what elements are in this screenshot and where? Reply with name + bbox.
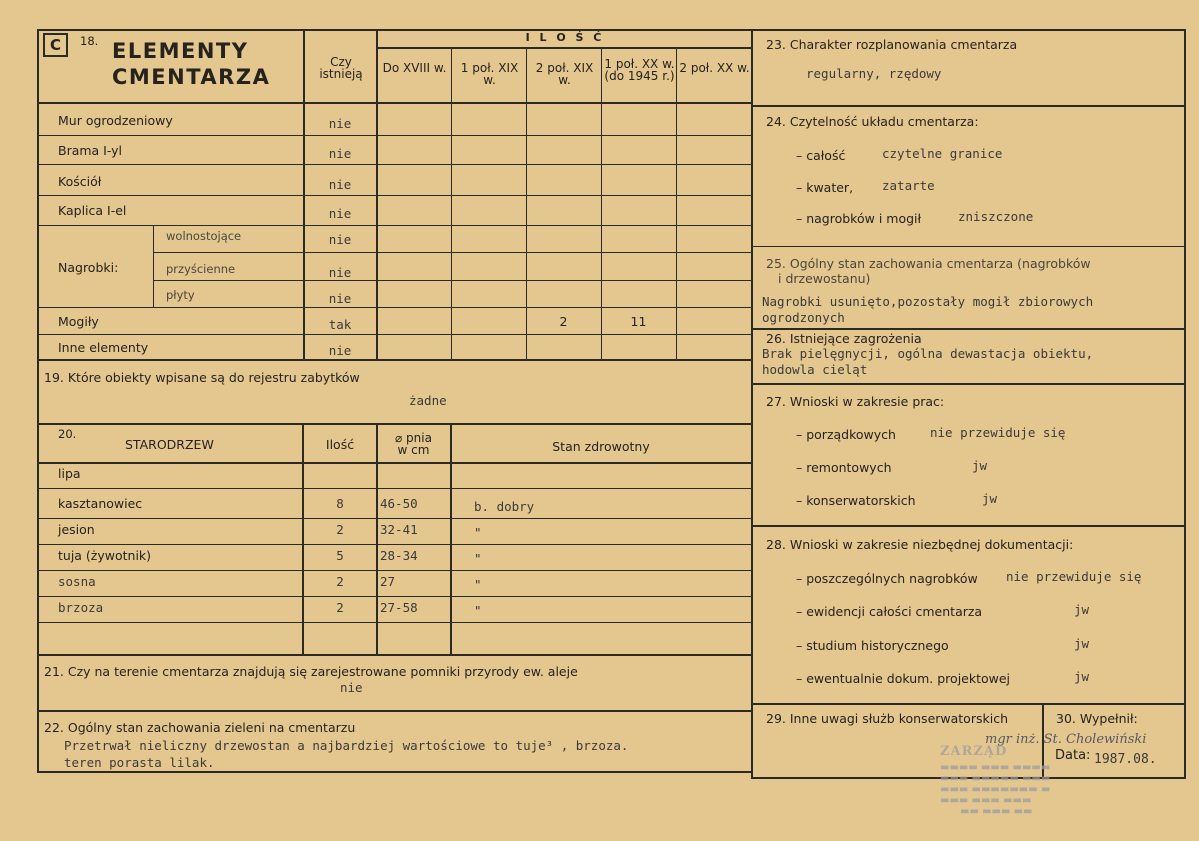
s20-col-health: Stan zdrowotny bbox=[552, 439, 650, 454]
element-count: 11 bbox=[630, 314, 647, 329]
official-stamp: ZARZĄD ▬▬▬▬ ▬▬▬ ▬▬▬▬ ▬▬▬ ▬▬▬▬▬ ▬▬▬ ▬▬▬ ▬▬▬▬▬▬▬ ▬ ▬▬▬ ▬▬▬ ▬▬▬ ▬▬ ▬▬▬ ▬▬ bbox=[940, 744, 1051, 817]
tree-diameter: 27 bbox=[380, 574, 396, 589]
rule bbox=[303, 29, 305, 359]
s20-col-diameter bbox=[377, 432, 450, 456]
rule bbox=[1184, 29, 1186, 779]
section-letter-box bbox=[43, 33, 68, 57]
s28-item-label: – studium historycznego bbox=[796, 638, 949, 653]
tree-name: tuja (żywotnik) bbox=[58, 548, 152, 563]
s28-item-label: – ewentualnie dokum. projektowej bbox=[796, 671, 1011, 686]
s24-item-label: – kwater, bbox=[796, 180, 854, 195]
rule bbox=[751, 105, 1186, 107]
s28-item-value: jw bbox=[1074, 602, 1090, 617]
tree-diameter: 32-41 bbox=[380, 522, 418, 537]
s21-label: 21. Czy na terenie cmentarza znajdują się zarejestrowane pomniki przyrody ew. aleje bbox=[44, 664, 578, 679]
signature: mgr inż. St. Cholewiński bbox=[985, 732, 1147, 747]
tree-name: kasztanowiec bbox=[58, 496, 143, 511]
rule bbox=[751, 29, 753, 779]
tree-name: sosna bbox=[58, 574, 96, 589]
tree-diameter: 27-58 bbox=[380, 600, 418, 615]
tree-count: 5 bbox=[336, 548, 344, 563]
s30-date-label: Data: bbox=[1055, 748, 1091, 763]
s19-label: 19. Które obiekty wpisane są do rejestru zabytków bbox=[44, 370, 360, 385]
rule bbox=[37, 462, 751, 464]
rule bbox=[37, 225, 751, 226]
s25-label-line1: 25. Ogólny stan zachowania cmentarza (nagrobków bbox=[766, 256, 1091, 271]
s23-label: 23. Charakter rozplanowania cmentarza bbox=[766, 37, 1018, 52]
s20-number: 20. bbox=[58, 427, 77, 441]
s19-value: żadne bbox=[409, 393, 447, 408]
element-exists: nie bbox=[328, 291, 352, 306]
s24-item-value: czytelne granice bbox=[882, 146, 1003, 161]
s30-date-value: 1987.08. bbox=[1094, 752, 1157, 767]
s24-label: 24. Czytelność układu cmentarza: bbox=[766, 114, 979, 129]
section-number: 18. bbox=[80, 34, 99, 48]
s27-item-label: – porządkowych bbox=[796, 427, 896, 442]
section-letter: C bbox=[49, 36, 61, 54]
tree-count: 8 bbox=[336, 496, 344, 511]
tree-count: 2 bbox=[336, 574, 344, 589]
s27-item-value: jw bbox=[972, 458, 988, 473]
s24-item-value: zatarte bbox=[882, 178, 935, 193]
rule bbox=[751, 383, 1186, 385]
rule bbox=[37, 544, 751, 545]
s23-value: regularny, rzędowy bbox=[806, 66, 942, 81]
section-title-line1: ELEMENTY bbox=[112, 39, 249, 63]
s22-label: 22. Ogólny stan zachowania zieleni na cmentarzu bbox=[44, 720, 356, 735]
rule bbox=[37, 654, 751, 656]
s25-label-line2: i drzewostanu) bbox=[778, 271, 871, 286]
rule bbox=[37, 359, 751, 361]
s28-item-value: nie przewiduje się bbox=[1006, 569, 1142, 584]
element-label: Mur ogrodzeniowy bbox=[58, 113, 173, 128]
period-header: 1 poł. XIX w. bbox=[460, 61, 519, 87]
s20-col-diameter-line2: w cm bbox=[397, 443, 430, 457]
element-exists: nie bbox=[328, 116, 352, 131]
tree-health: " bbox=[474, 603, 482, 618]
s25-value-line2: ogrodzonych bbox=[762, 310, 845, 325]
s20-col-diameter-line1: ⌀ pnia bbox=[395, 431, 432, 445]
rule bbox=[37, 570, 751, 571]
s26-label: 26. Istniejące zagrożenia bbox=[766, 331, 922, 346]
rule bbox=[37, 195, 751, 196]
s24-item-label: – nagrobków i mogił bbox=[796, 211, 922, 226]
s27-item-label: – konserwatorskich bbox=[796, 493, 916, 508]
element-label: wolnostojące bbox=[166, 229, 242, 243]
tree-health: b. dobry bbox=[474, 499, 535, 514]
s27-item-value: nie przewiduje się bbox=[930, 425, 1066, 440]
s20-title: STARODRZEW bbox=[125, 437, 214, 452]
rule bbox=[37, 771, 753, 773]
rule bbox=[751, 328, 1186, 330]
col-header-ilosc: I L O Ś Ć bbox=[525, 31, 605, 44]
rule bbox=[601, 47, 602, 359]
group-label-nagrobki: Nagrobki: bbox=[58, 260, 119, 275]
rule bbox=[37, 518, 751, 519]
rule bbox=[751, 703, 1186, 705]
rule bbox=[37, 423, 751, 425]
tree-name: lipa bbox=[58, 466, 81, 481]
element-exists: nie bbox=[328, 265, 352, 280]
col-header-exists: Czy istnieją bbox=[319, 55, 363, 81]
element-exists: nie bbox=[328, 177, 352, 192]
period-header: 2 poł. XX w. bbox=[679, 61, 750, 75]
s28-item-value: jw bbox=[1074, 669, 1090, 684]
tree-health: " bbox=[474, 525, 482, 540]
rule bbox=[676, 47, 677, 359]
rule bbox=[526, 47, 527, 359]
tree-count: 2 bbox=[336, 600, 344, 615]
rule bbox=[451, 47, 452, 359]
s29-label: 29. Inne uwagi służb konserwatorskich bbox=[766, 711, 1008, 726]
s21-value: nie bbox=[340, 680, 363, 695]
element-count: 2 bbox=[559, 314, 568, 329]
tree-health: " bbox=[474, 577, 482, 592]
s26-value-line1: Brak pielęgnycji, ogólna dewastacja obiektu, bbox=[762, 346, 1094, 361]
element-label: płyty bbox=[166, 288, 195, 302]
s28-item-value: jw bbox=[1074, 636, 1090, 651]
element-label: przyścienne bbox=[166, 262, 236, 276]
tree-health: " bbox=[474, 551, 482, 566]
s27-item-value: jw bbox=[982, 491, 998, 506]
element-exists: nie bbox=[328, 232, 352, 247]
period-header: Do XVIII w. bbox=[382, 61, 447, 75]
rule bbox=[37, 622, 751, 623]
rule bbox=[751, 246, 1186, 247]
s27-item-label: – remontowych bbox=[796, 460, 892, 475]
tree-name: jesion bbox=[58, 522, 95, 537]
element-exists: tak bbox=[328, 317, 352, 332]
s24-item-label: – całość bbox=[796, 148, 846, 163]
rule bbox=[153, 225, 154, 307]
rule bbox=[37, 710, 751, 712]
rule bbox=[302, 423, 304, 654]
s27-label: 27. Wnioski w zakresie prac: bbox=[766, 394, 945, 409]
s24-item-value: zniszczone bbox=[958, 209, 1034, 224]
rule bbox=[37, 135, 751, 136]
tree-diameter: 46-50 bbox=[380, 496, 418, 511]
rule bbox=[376, 29, 378, 359]
section-title-line2: CMENTARZA bbox=[112, 65, 271, 89]
s30-label: 30. Wypełnił: bbox=[1056, 711, 1138, 726]
s28-item-label: – ewidencji całości cmentarza bbox=[796, 604, 983, 619]
rule bbox=[376, 423, 378, 654]
s26-value-line2: hodowla cieląt bbox=[762, 362, 868, 377]
element-label: Brama I-yl bbox=[58, 143, 123, 158]
s25-value-line1: Nagrobki usunięto,pozostały mogił zbiorowych bbox=[762, 294, 1094, 309]
rule bbox=[751, 525, 1186, 527]
element-label: Mogiły bbox=[58, 314, 99, 329]
period-header: 1 poł. XX w. (do 1945 r.) bbox=[604, 57, 675, 83]
rule bbox=[37, 596, 751, 597]
rule bbox=[153, 252, 751, 253]
rule bbox=[37, 29, 1186, 31]
s28-item-label: – poszczególnych nagrobków bbox=[796, 571, 978, 586]
rule bbox=[37, 488, 751, 489]
tree-count: 2 bbox=[336, 522, 344, 537]
rule bbox=[376, 47, 751, 49]
s22-line1: Przetrwał nieliczny drzewostan a najbardziej wartościowe to tuje³ , brzoza. bbox=[64, 738, 629, 753]
period-header: 2 poł. XIX w. bbox=[535, 61, 594, 87]
s28-label: 28. Wnioski w zakresie niezbędnej dokumentacji: bbox=[766, 537, 1074, 552]
rule bbox=[37, 164, 751, 165]
element-exists: nie bbox=[328, 206, 352, 221]
s22-line2: teren porasta lilak. bbox=[64, 755, 215, 770]
element-label: Kościół bbox=[58, 174, 102, 189]
element-exists: nie bbox=[328, 146, 352, 161]
rule bbox=[153, 280, 751, 281]
rule bbox=[37, 334, 751, 335]
element-label: Kaplica I-el bbox=[58, 203, 127, 218]
tree-name: brzoza bbox=[58, 600, 104, 615]
element-label: Inne elementy bbox=[58, 340, 149, 355]
element-exists: nie bbox=[328, 343, 352, 358]
rule bbox=[450, 423, 452, 654]
rule bbox=[37, 307, 751, 308]
rule bbox=[37, 29, 39, 773]
tree-diameter: 28-34 bbox=[380, 548, 418, 563]
rule bbox=[37, 102, 751, 104]
s20-col-count: Ilość bbox=[325, 437, 355, 452]
